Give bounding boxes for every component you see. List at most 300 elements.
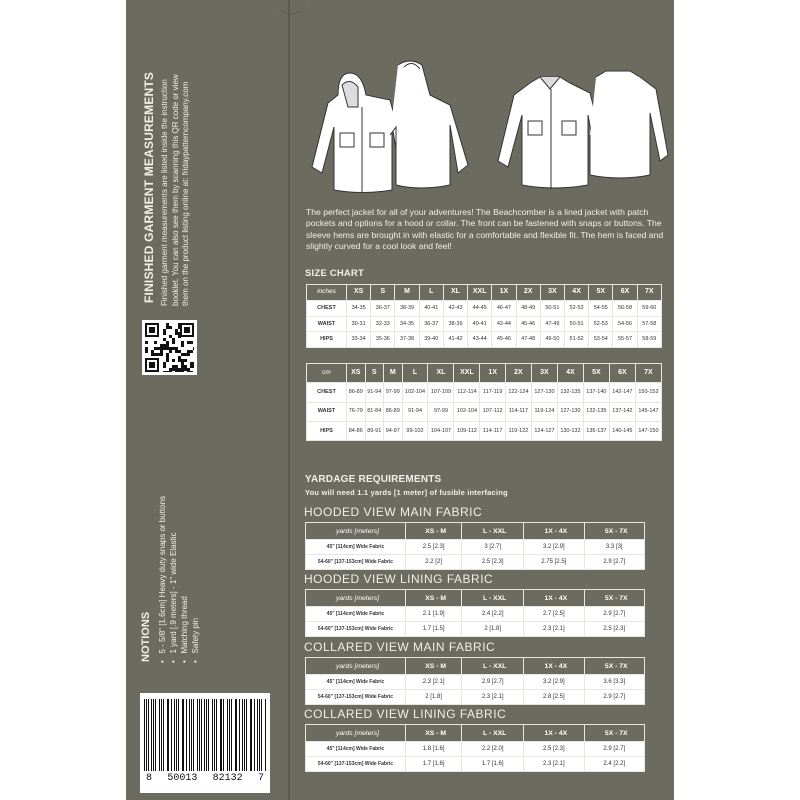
size-value: 38-39 <box>443 316 467 332</box>
fabric-width-label: 54-60" [137-153cm] Wide Fabric <box>306 690 406 705</box>
fabric-width-label: 45" [114cm] Wide Fabric <box>306 675 406 690</box>
qr-module <box>184 353 187 356</box>
barcode-bar <box>155 699 156 771</box>
size-value: 34-35 <box>347 300 371 316</box>
qr-module <box>172 359 175 362</box>
fabric-width-label: 54-60" [137-153cm] Wide Fabric <box>306 555 406 570</box>
size-value: 84-86 <box>347 421 366 440</box>
size-value: 45-46 <box>492 332 516 348</box>
qr-module <box>190 365 193 368</box>
qr-module <box>151 350 154 353</box>
qr-module <box>181 359 184 362</box>
qr-module <box>166 359 169 362</box>
yardage-value: 2.5 [2.3] <box>462 555 524 570</box>
barcode-digit: 82132 <box>212 773 243 784</box>
size-value: 43-44 <box>468 332 492 348</box>
qr-module <box>175 332 178 335</box>
size-value: 39-40 <box>419 332 443 348</box>
yardage-value: 2 [1.8] <box>406 690 462 705</box>
size-value: 34-35 <box>395 316 419 332</box>
qr-module <box>166 353 169 356</box>
yardage-header-row <box>306 590 645 607</box>
qr-module <box>145 341 148 344</box>
yardage-value: 2.3 [2.1] <box>406 675 462 690</box>
size-value: 36-37 <box>371 300 395 316</box>
qr-module <box>175 350 178 353</box>
yardage-value: 3.6 [3.3] <box>584 675 644 690</box>
yardage-header-row <box>306 658 645 675</box>
size-header: XL <box>443 285 467 301</box>
qr-module <box>157 353 160 356</box>
yardage-value: 2.75 [2.5] <box>524 555 584 570</box>
barcode-bar <box>259 699 260 771</box>
qr-module <box>175 347 178 350</box>
notions-item: • Safety pin <box>191 617 200 663</box>
size-value: 147-150 <box>635 421 661 440</box>
size-value: 145-147 <box>635 402 661 421</box>
yardage-value: 3.3 [3] <box>584 540 644 555</box>
size-value: 55-57 <box>613 332 637 348</box>
qr-module <box>154 341 157 344</box>
size-value: 109-112 <box>454 421 480 440</box>
qr-module <box>166 323 169 326</box>
notions-title: NOTIONS <box>140 611 152 662</box>
qr-module <box>193 365 194 368</box>
qr-module <box>160 344 163 347</box>
yardage-row <box>306 742 645 757</box>
size-value: 58-59 <box>637 332 661 348</box>
fabric-width-label: 45" [114cm] Wide Fabric <box>306 607 406 622</box>
size-header: 4X <box>557 364 583 383</box>
size-header-row <box>307 285 662 301</box>
qr-finder-core <box>184 327 190 333</box>
qr-module <box>145 350 148 353</box>
size-row <box>307 300 662 316</box>
size-value: 38-39 <box>395 300 419 316</box>
barcode-digits <box>144 771 266 784</box>
qr-code-pattern <box>145 323 194 372</box>
yardage-row <box>306 540 645 555</box>
size-value: 54-55 <box>589 300 613 316</box>
size-value: 48-49 <box>516 300 540 316</box>
yardage-table-title: HOODED VIEW LINING FABRIC <box>304 572 494 586</box>
size-value: 50-51 <box>540 300 564 316</box>
qr-module <box>187 350 190 353</box>
size-range-header: XS - M <box>406 658 462 675</box>
size-value: 104-107 <box>428 421 454 440</box>
size-value: 46-47 <box>492 300 516 316</box>
unit-label: inches <box>307 285 347 301</box>
yardage-value: 2.5 [2.3] <box>406 540 462 555</box>
qr-module <box>190 362 193 365</box>
qr-module <box>163 347 166 350</box>
size-value: 150-152 <box>635 383 661 402</box>
yardage-header-row <box>306 523 645 540</box>
fabric-width-label: 54-60" [137-153cm] Wide Fabric <box>306 622 406 637</box>
envelope-fold-line <box>288 0 290 800</box>
size-header: XXL <box>454 364 480 383</box>
size-range-header: L - XXL <box>462 523 524 540</box>
size-value: 47-48 <box>516 332 540 348</box>
size-row <box>307 383 662 402</box>
qr-module <box>163 332 166 335</box>
yardage-title: YARDAGE REQUIREMENTS <box>305 474 442 485</box>
notions-item: • Matching thread <box>180 596 189 663</box>
size-header: XXL <box>468 285 492 301</box>
size-value: 44-45 <box>468 300 492 316</box>
yardage-value: 2.3 [2.1] <box>524 757 584 772</box>
qr-module <box>184 368 187 371</box>
size-value: 132-135 <box>583 402 609 421</box>
size-value: 137-142 <box>609 402 635 421</box>
measure-label: CHEST <box>307 300 347 316</box>
size-header: 6X <box>609 364 635 383</box>
size-value: 45-46 <box>516 316 540 332</box>
barcode-bar <box>227 699 228 771</box>
size-value: 89-91 <box>365 421 384 440</box>
qr-code[interactable] <box>142 320 197 375</box>
yardage-value: 2.9 [2.7] <box>584 690 644 705</box>
size-row <box>307 316 662 332</box>
yardage-value: 2.9 [2.7] <box>584 555 644 570</box>
size-value: 81-84 <box>365 402 384 421</box>
size-header: 3X <box>540 285 564 301</box>
yardage-value: 3.2 [2.9] <box>524 540 584 555</box>
size-value: 122-124 <box>505 383 531 402</box>
barcode-bars <box>144 699 266 771</box>
qr-module <box>175 371 178 372</box>
yardage-row <box>306 607 645 622</box>
size-value: 97-99 <box>428 402 454 421</box>
size-value: 56-58 <box>613 300 637 316</box>
size-range-header: 1X - 4X <box>524 658 584 675</box>
qr-module <box>169 347 172 350</box>
size-range-header: XS - M <box>406 725 462 742</box>
size-value: 137-140 <box>583 383 609 402</box>
size-value: 107-112 <box>480 402 506 421</box>
size-range-header: 5X - 7X <box>584 658 644 675</box>
qr-module <box>181 353 184 356</box>
unit-label: yards [meters] <box>306 725 406 742</box>
size-chart-cm <box>306 363 662 441</box>
qr-module <box>160 350 163 353</box>
yardage-row <box>306 555 645 570</box>
qr-module <box>169 335 172 338</box>
qr-module <box>193 362 194 365</box>
qr-module <box>190 371 193 372</box>
barcode-bar <box>163 699 164 771</box>
size-value: 42-44 <box>492 316 516 332</box>
size-header: S <box>365 364 384 383</box>
qr-module <box>181 344 184 347</box>
size-header: L <box>402 364 428 383</box>
qr-module <box>181 371 184 372</box>
barcode-bar <box>231 699 232 771</box>
size-header: XL <box>428 364 454 383</box>
size-value: 119-122 <box>505 421 531 440</box>
unit-label: yards [meters] <box>306 658 406 675</box>
size-header: L <box>419 285 443 301</box>
qr-module <box>178 368 181 371</box>
size-value: 49-50 <box>540 332 564 348</box>
size-range-header: L - XXL <box>462 590 524 607</box>
size-value: 119-124 <box>531 402 557 421</box>
yardage-value: 2.3 [2.1] <box>524 622 584 637</box>
yardage-value: 2.9 [2.7] <box>584 607 644 622</box>
size-value: 76-79 <box>347 402 366 421</box>
size-header: 3X <box>531 364 557 383</box>
size-value: 53-54 <box>589 332 613 348</box>
qr-module <box>172 347 175 350</box>
qr-module <box>145 347 148 350</box>
size-header-row <box>307 364 662 383</box>
yardage-value: 2.8 [2.5] <box>524 690 584 705</box>
qr-module <box>178 332 181 335</box>
qr-finder-core <box>149 362 155 368</box>
barcode-bar <box>239 699 240 771</box>
qr-module <box>172 365 175 368</box>
yardage-value: 1.8 [1.6] <box>406 742 462 757</box>
barcode-bar <box>197 699 198 771</box>
qr-module <box>190 350 193 353</box>
qr-module <box>184 365 187 368</box>
size-header: 5X <box>583 364 609 383</box>
size-value: 97-99 <box>384 383 403 402</box>
qr-module <box>187 353 190 356</box>
qr-module <box>151 353 154 356</box>
yardage-value: 2.9 [2.7] <box>584 742 644 757</box>
size-value: 33-34 <box>347 332 371 348</box>
barcode-bar <box>251 699 252 771</box>
size-value: 94-97 <box>384 421 403 440</box>
yardage-row <box>306 690 645 705</box>
qr-module <box>181 362 184 365</box>
yardage-row <box>306 622 645 637</box>
size-value: 50-51 <box>564 316 588 332</box>
qr-module <box>184 359 187 362</box>
barcode-bar <box>186 699 187 771</box>
size-value: 117-119 <box>480 383 506 402</box>
qr-module <box>190 341 193 344</box>
size-header: XS <box>347 364 366 383</box>
qr-module <box>169 371 172 372</box>
yardage-value: 2.2 [2] <box>406 555 462 570</box>
size-value: 114-117 <box>480 421 506 440</box>
yardage-row <box>306 757 645 772</box>
qr-module <box>181 341 184 344</box>
measurements-title: FINISHED GARMENT MEASUREMENTS <box>142 71 156 303</box>
barcode-digit: 7 <box>257 773 264 784</box>
yardage-value: 3.2 [2.9] <box>524 675 584 690</box>
size-value: 42-43 <box>443 300 467 316</box>
yardage-value: 1.7 [1.5] <box>406 622 462 637</box>
barcode-bar <box>216 699 217 771</box>
qr-module <box>166 326 169 329</box>
fabric-width-label: 45" [114cm] Wide Fabric <box>306 540 406 555</box>
barcode-bar <box>212 699 213 771</box>
qr-module <box>181 368 184 371</box>
size-value: 59-60 <box>637 300 661 316</box>
size-chart-title: SIZE CHART <box>305 268 364 279</box>
barcode-digit: 8 <box>146 773 153 784</box>
size-value: 112-114 <box>454 383 480 402</box>
qr-module <box>178 326 181 329</box>
size-value: 86-89 <box>384 402 403 421</box>
qr-module <box>166 371 169 372</box>
size-value: 35-36 <box>371 332 395 348</box>
product-description: The perfect jacket for all of your adventures! The Beachcomber is a lined jacket with patch pockets and options for a hood or collar. The front can be fastened with snaps or buttons. The sleeve hems are brought in with elastic for a comfortable and flexible fit. The hem is faced and slightly curved for a cool look and feel! <box>306 207 664 252</box>
size-range-header: 1X - 4X <box>524 590 584 607</box>
measurements-line: booklet. You can also see them by scanning this QR code or view <box>170 74 180 306</box>
size-header: 1X <box>492 285 516 301</box>
qr-module <box>172 341 175 344</box>
size-value: 127-130 <box>557 402 583 421</box>
qr-module <box>163 344 166 347</box>
barcode-digit: 50013 <box>167 773 198 784</box>
size-range-header: 5X - 7X <box>584 590 644 607</box>
yardage-header-row <box>306 725 645 742</box>
size-range-header: XS - M <box>406 590 462 607</box>
barcode-bar <box>151 699 152 771</box>
yardage-value: 2.4 [2.2] <box>584 757 644 772</box>
qr-module <box>169 350 172 353</box>
size-range-header: L - XXL <box>462 725 524 742</box>
size-value: 132-135 <box>557 383 583 402</box>
barcode-bar <box>246 699 247 771</box>
size-value: 130-132 <box>557 421 583 440</box>
measure-label: HIPS <box>307 421 347 440</box>
size-range-header: 1X - 4X <box>524 725 584 742</box>
yardage-table <box>305 724 645 772</box>
qr-module <box>187 371 190 372</box>
size-value: 102-104 <box>402 383 428 402</box>
size-value: 99-102 <box>402 421 428 440</box>
yardage-table <box>305 657 645 705</box>
measurements-body <box>160 74 192 306</box>
qr-module <box>172 338 175 341</box>
qr-module <box>154 353 157 356</box>
fabric-width-label: 45" [114cm] Wide Fabric <box>306 742 406 757</box>
yardage-table-title: HOODED VIEW MAIN FABRIC <box>304 505 483 519</box>
size-value: 135-137 <box>583 421 609 440</box>
size-chart-inches <box>306 284 662 348</box>
size-range-header: 5X - 7X <box>584 523 644 540</box>
yardage-value: 2.2 [2.0] <box>462 742 524 757</box>
qr-module <box>178 359 181 362</box>
yardage-value: 2.5 [2.3] <box>584 622 644 637</box>
size-row <box>307 402 662 421</box>
yardage-table-title: COLLARED VIEW MAIN FABRIC <box>304 640 496 654</box>
yardage-value: 2.4 [2.2] <box>462 607 524 622</box>
yardage-value: 1.7 [1.6] <box>462 757 524 772</box>
qr-finder-core <box>149 327 155 333</box>
size-value: 127-130 <box>531 383 557 402</box>
measurements-line: them on the product listing online at: fridaypatterncompany.com <box>181 81 190 306</box>
barcode-bar <box>167 699 168 771</box>
size-row <box>307 421 662 440</box>
size-header: 1X <box>480 364 506 383</box>
qr-module <box>175 329 178 332</box>
size-header: M <box>384 364 403 383</box>
qr-module <box>166 347 169 350</box>
size-value: 51-52 <box>564 332 588 348</box>
size-header: S <box>371 285 395 301</box>
qr-module <box>163 329 166 332</box>
size-header: 5X <box>589 285 613 301</box>
qr-module <box>193 347 194 350</box>
unit-label: yards [meters] <box>306 590 406 607</box>
size-header: 6X <box>613 285 637 301</box>
size-value: 40-41 <box>468 316 492 332</box>
collared-jacket-back <box>590 71 668 178</box>
size-header: 2X <box>516 285 540 301</box>
qr-module <box>181 365 184 368</box>
barcode-bar <box>223 699 224 771</box>
qr-module <box>154 347 157 350</box>
size-value: 86-89 <box>347 383 366 402</box>
yardage-value: 1.7 [1.6] <box>406 757 462 772</box>
size-range-header: XS - M <box>406 523 462 540</box>
yardage-table <box>305 589 645 637</box>
size-value: 36-37 <box>419 316 443 332</box>
measure-label: WAIST <box>307 402 347 421</box>
size-range-header: 5X - 7X <box>584 725 644 742</box>
qr-module <box>163 362 166 365</box>
fabric-width-label: 54-60" [137-153cm] Wide Fabric <box>306 757 406 772</box>
upc-barcode <box>140 693 270 793</box>
unit-label: yards [meters] <box>306 523 406 540</box>
yardage-value: 2.5 [2.3] <box>524 742 584 757</box>
barcode-bar <box>174 699 175 771</box>
size-value: 91-94 <box>365 383 384 402</box>
qr-module <box>178 356 181 359</box>
size-value: 91-94 <box>402 402 428 421</box>
size-header: XS <box>347 285 371 301</box>
size-header: 4X <box>564 285 588 301</box>
unit-label: cm <box>307 364 347 383</box>
barcode-bar <box>178 699 179 771</box>
barcode-bar <box>144 699 145 771</box>
qr-module <box>187 341 190 344</box>
size-header: M <box>395 285 419 301</box>
size-value: 40-41 <box>419 300 443 316</box>
size-value: 41-42 <box>443 332 467 348</box>
qr-module <box>166 344 169 347</box>
yardage-note: You will need 1.1 yards [1 meter] of fusible interfacing <box>305 488 508 497</box>
notions-item: • 1 yard [.9 meters] - 1" wide Elastic <box>169 532 178 663</box>
measure-label: WAIST <box>307 316 347 332</box>
qr-module <box>172 368 175 371</box>
qr-module <box>157 347 160 350</box>
qr-module <box>160 347 163 350</box>
barcode-bar <box>193 699 194 771</box>
yardage-table <box>305 522 645 570</box>
yardage-value: 3 [2.7] <box>462 540 524 555</box>
qr-module <box>169 368 172 371</box>
size-value: 102-104 <box>454 402 480 421</box>
size-value: 37-38 <box>395 332 419 348</box>
size-value: 54-56 <box>613 316 637 332</box>
qr-module <box>178 350 181 353</box>
qr-module <box>178 371 181 372</box>
qr-module <box>178 323 181 326</box>
size-value: 52-53 <box>589 316 613 332</box>
size-row <box>307 332 662 348</box>
size-value: 124-127 <box>531 421 557 440</box>
yardage-value: 2.3 [2.1] <box>462 690 524 705</box>
size-value: 114-117 <box>505 402 531 421</box>
qr-module <box>163 338 166 341</box>
